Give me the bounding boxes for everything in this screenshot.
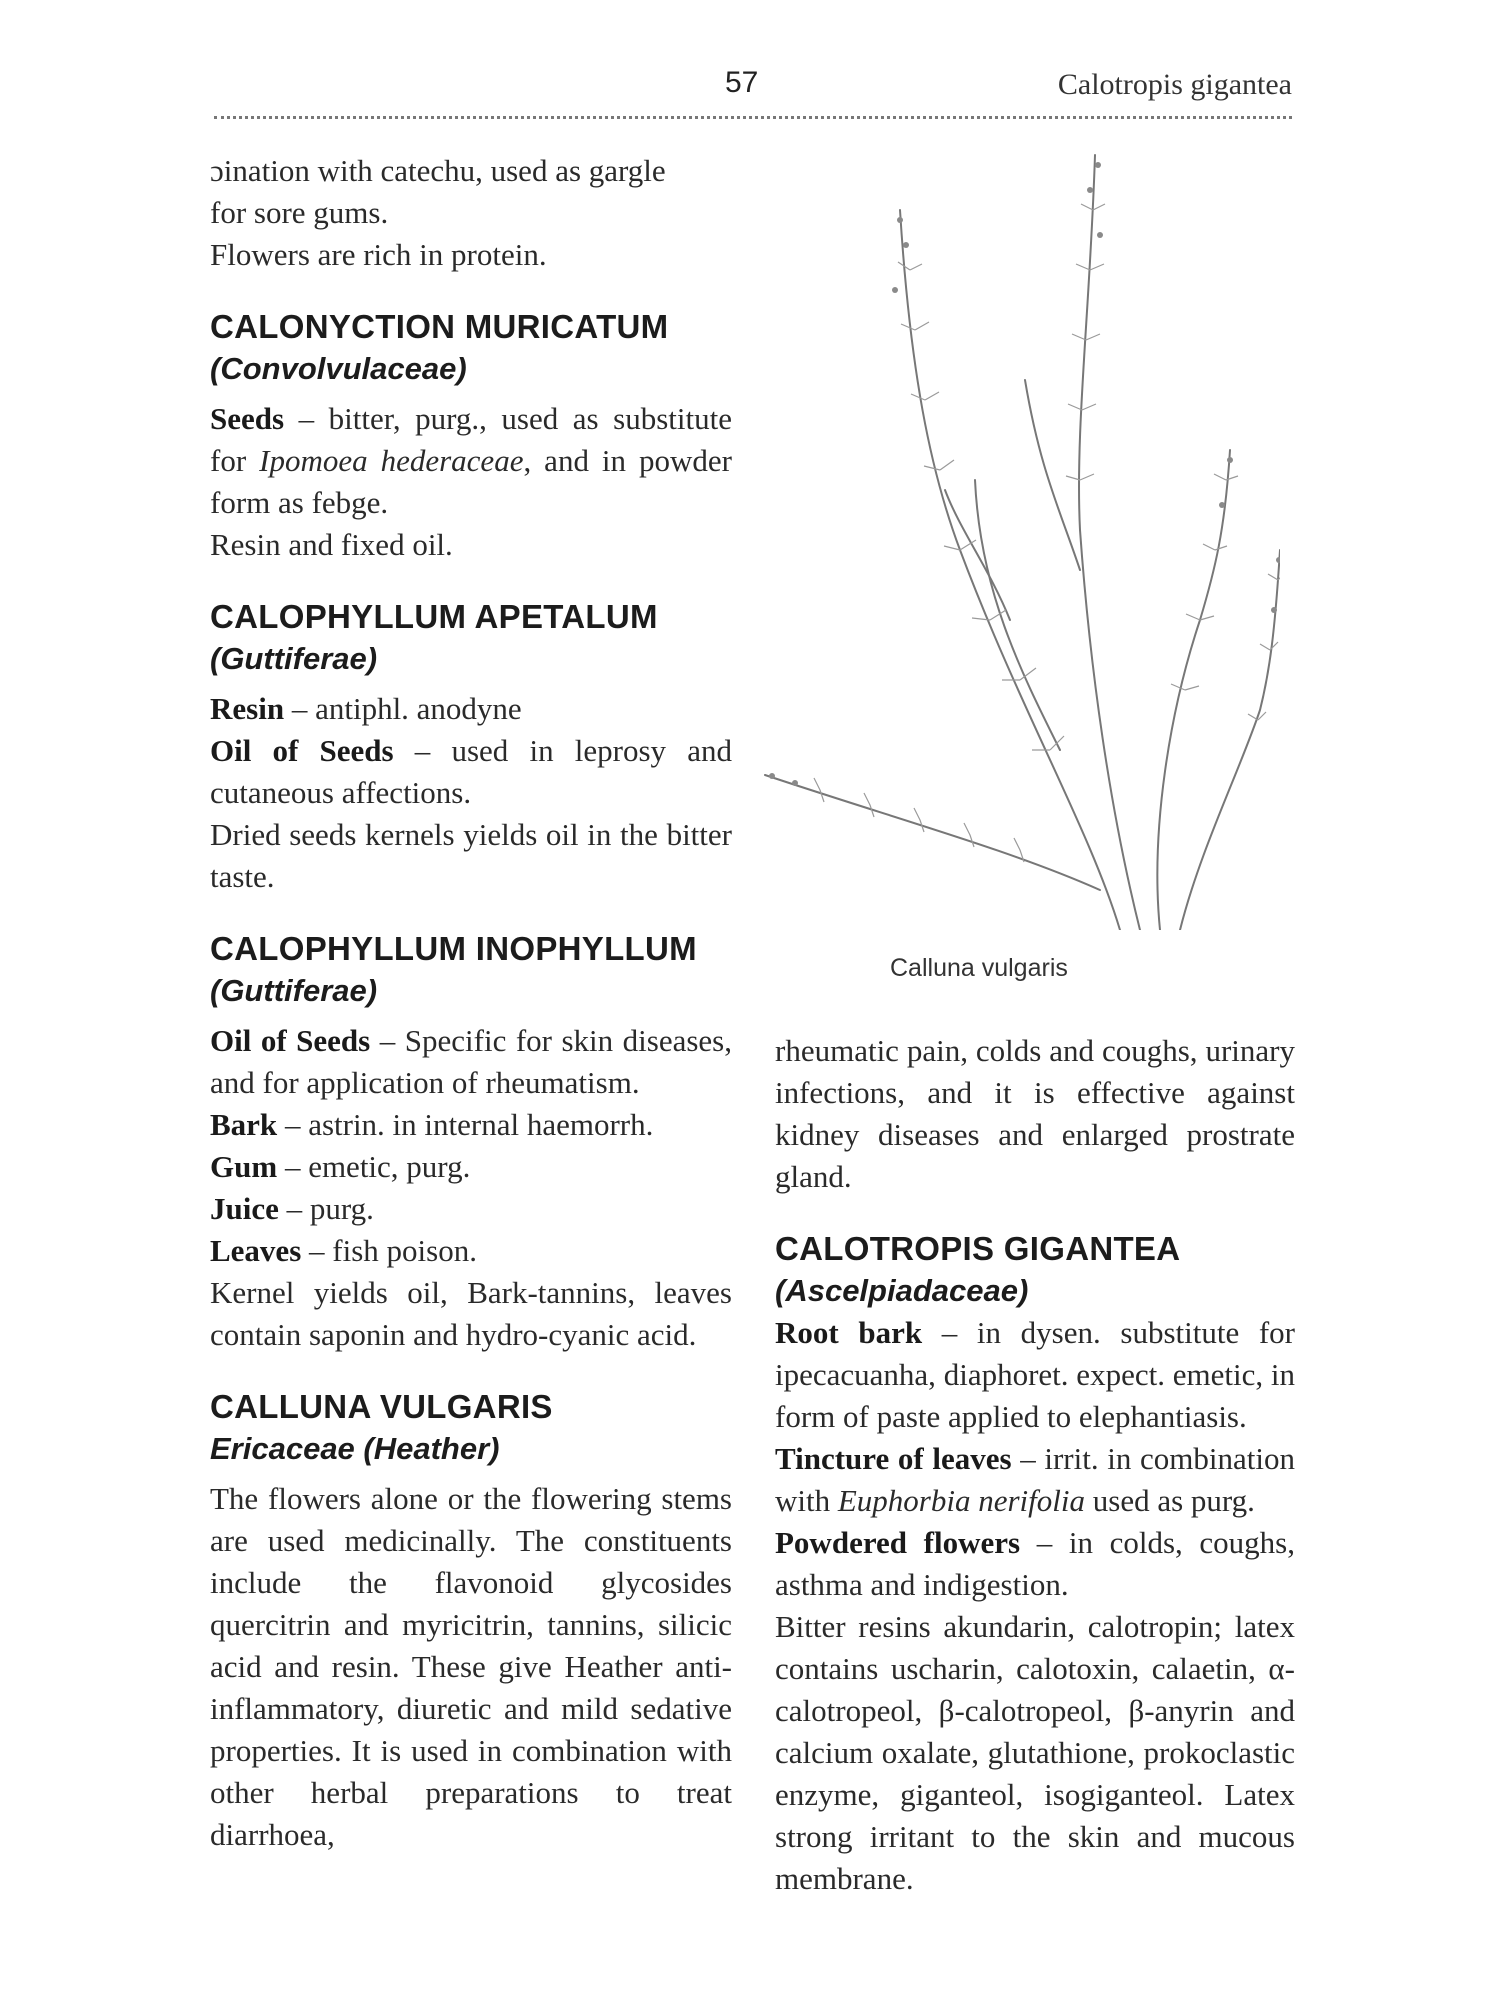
entry-heading: CALLUNA VULGARIS xyxy=(210,1388,553,1425)
entry-heading: CALOPHYLLUM APETALUM xyxy=(210,598,658,635)
term-text: – in colds, coughs, asthma and indigestion. xyxy=(775,1525,1296,1602)
latin-name: Ipomoea hederaceae xyxy=(259,443,524,478)
entry-paragraph xyxy=(210,1104,732,1146)
continuation-line: ɔination with catechu, used as gargle xyxy=(210,153,666,188)
term-seeds: Seeds xyxy=(210,401,285,436)
term-text: – antiphl. anodyne xyxy=(284,691,522,726)
entry-calluna-vulgaris xyxy=(210,1386,732,1856)
running-head: Calotropis gigantea xyxy=(1057,68,1292,101)
term-tincture-of-leaves: Tincture of leaves xyxy=(775,1441,1012,1476)
calluna-vulgaris-illustration xyxy=(760,150,1280,930)
entry-paragraph xyxy=(775,1438,1295,1522)
continuation-line: for sore gums. xyxy=(210,195,389,230)
entry-calonyction-muricatum xyxy=(210,306,732,566)
entry-family: (Convolvulaceae) xyxy=(210,351,467,386)
page-number: 57 xyxy=(725,66,759,99)
entry-paragraph xyxy=(210,1146,732,1188)
entry-family: (Ascelpiadaceae) xyxy=(775,1273,1029,1308)
entry-paragraph xyxy=(210,1020,732,1104)
entry-paragraph xyxy=(210,730,732,814)
entry-family: (Guttiferae) xyxy=(210,973,378,1008)
term-text: – Specific for skin diseases, and for application of rheumatism. xyxy=(210,1023,732,1100)
entry-paragraph xyxy=(210,688,732,730)
term-powdered-flowers: Powdered flowers xyxy=(775,1525,1021,1560)
entry-family: (Guttiferae) xyxy=(210,641,378,676)
entry-paragraph xyxy=(210,1188,732,1230)
term-text: – astrin. in internal haemorrh. xyxy=(277,1107,654,1142)
term-text: , and in powder form as febge. xyxy=(210,443,732,520)
entry-calophyllum-apetalum xyxy=(210,596,732,898)
entry-paragraph: The flowers alone or the flowering stems are used medicinally. The constituents include the flavonoid glycosides quercitrin and myricitrin, tannins, silicic acid and resin. These give Heather anti-inflammatory, diuretic and mild sedative properties. It is used in combination with other herbal preparations to treat diarrhoea, xyxy=(210,1481,732,1852)
term-text: – in dysen. substitute for ipecacuanha, diaphoret. expect. emetic, in form of paste applied to elephantiasis. xyxy=(775,1315,1296,1434)
latin-name: Euphorbia nerifolia xyxy=(837,1483,1086,1518)
term-gum: Gum xyxy=(210,1149,278,1184)
term-text: – fish poison. xyxy=(301,1233,477,1268)
term-root-bark: Root bark xyxy=(775,1315,923,1350)
figure-caption: Calluna vulgaris xyxy=(890,954,1068,982)
entry-family: Ericaceae (Heather) xyxy=(210,1431,500,1466)
term-oil-of-seeds: Oil of Seeds xyxy=(210,733,394,768)
term-text: – purg. xyxy=(278,1191,374,1226)
right-column xyxy=(775,1030,1295,1900)
entry-note: Bitter resins akundarin, calotropin; latex contains uscharin, calotoxin, calaetin, α-calotropeol, β-calotropeol, β-anyrin and calcium oxalate, glutathione, prokoclastic enzyme, giganteol, isogiganteol. Latex strong irritant to the skin and mucous membrane. xyxy=(775,1609,1295,1896)
left-column xyxy=(210,150,732,1856)
entry-calophyllum-inophyllum xyxy=(210,928,732,1356)
term-text: – irrit. in combination with xyxy=(775,1441,1295,1518)
term-juice: Juice xyxy=(210,1191,279,1226)
term-text: – used in leprosy and cutaneous affections. xyxy=(210,733,732,810)
entry-paragraph xyxy=(210,1230,732,1272)
entry-paragraph xyxy=(775,1312,1295,1438)
term-text: – bitter, purg., used as substitute for xyxy=(210,401,732,478)
entry-paragraph xyxy=(210,398,732,524)
entry-note: Resin and fixed oil. xyxy=(210,527,453,562)
term-bark: Bark xyxy=(210,1107,278,1142)
entry-note: Kernel yields oil, Bark-tannins, leaves contain saponin and hydro-cyanic acid. xyxy=(210,1275,732,1352)
header-rule xyxy=(214,116,1292,119)
term-leaves: Leaves xyxy=(210,1233,302,1268)
entry-heading: CALOTROPIS GIGANTEA xyxy=(775,1230,1181,1267)
entry-paragraph: rheumatic pain, colds and coughs, urinary infections, and it is effective against kidney diseases and enlarged prostrate gland. xyxy=(775,1033,1295,1194)
term-resin: Resin xyxy=(210,691,285,726)
entry-heading: CALOPHYLLUM INOPHYLLUM xyxy=(210,930,697,967)
entry-calotropis-gigantea xyxy=(775,1228,1295,1900)
continuation-line: Flowers are rich in protein. xyxy=(210,237,547,272)
term-text: – emetic, purg. xyxy=(277,1149,471,1184)
term-text: used as purg. xyxy=(1085,1483,1255,1518)
entry-paragraph xyxy=(775,1522,1295,1606)
term-oil-of-seeds: Oil of Seeds xyxy=(210,1023,371,1058)
entry-heading: CALONYCTION MURICATUM xyxy=(210,308,669,345)
entry-note: Dried seeds kernels yields oil in the bitter taste. xyxy=(210,817,732,894)
